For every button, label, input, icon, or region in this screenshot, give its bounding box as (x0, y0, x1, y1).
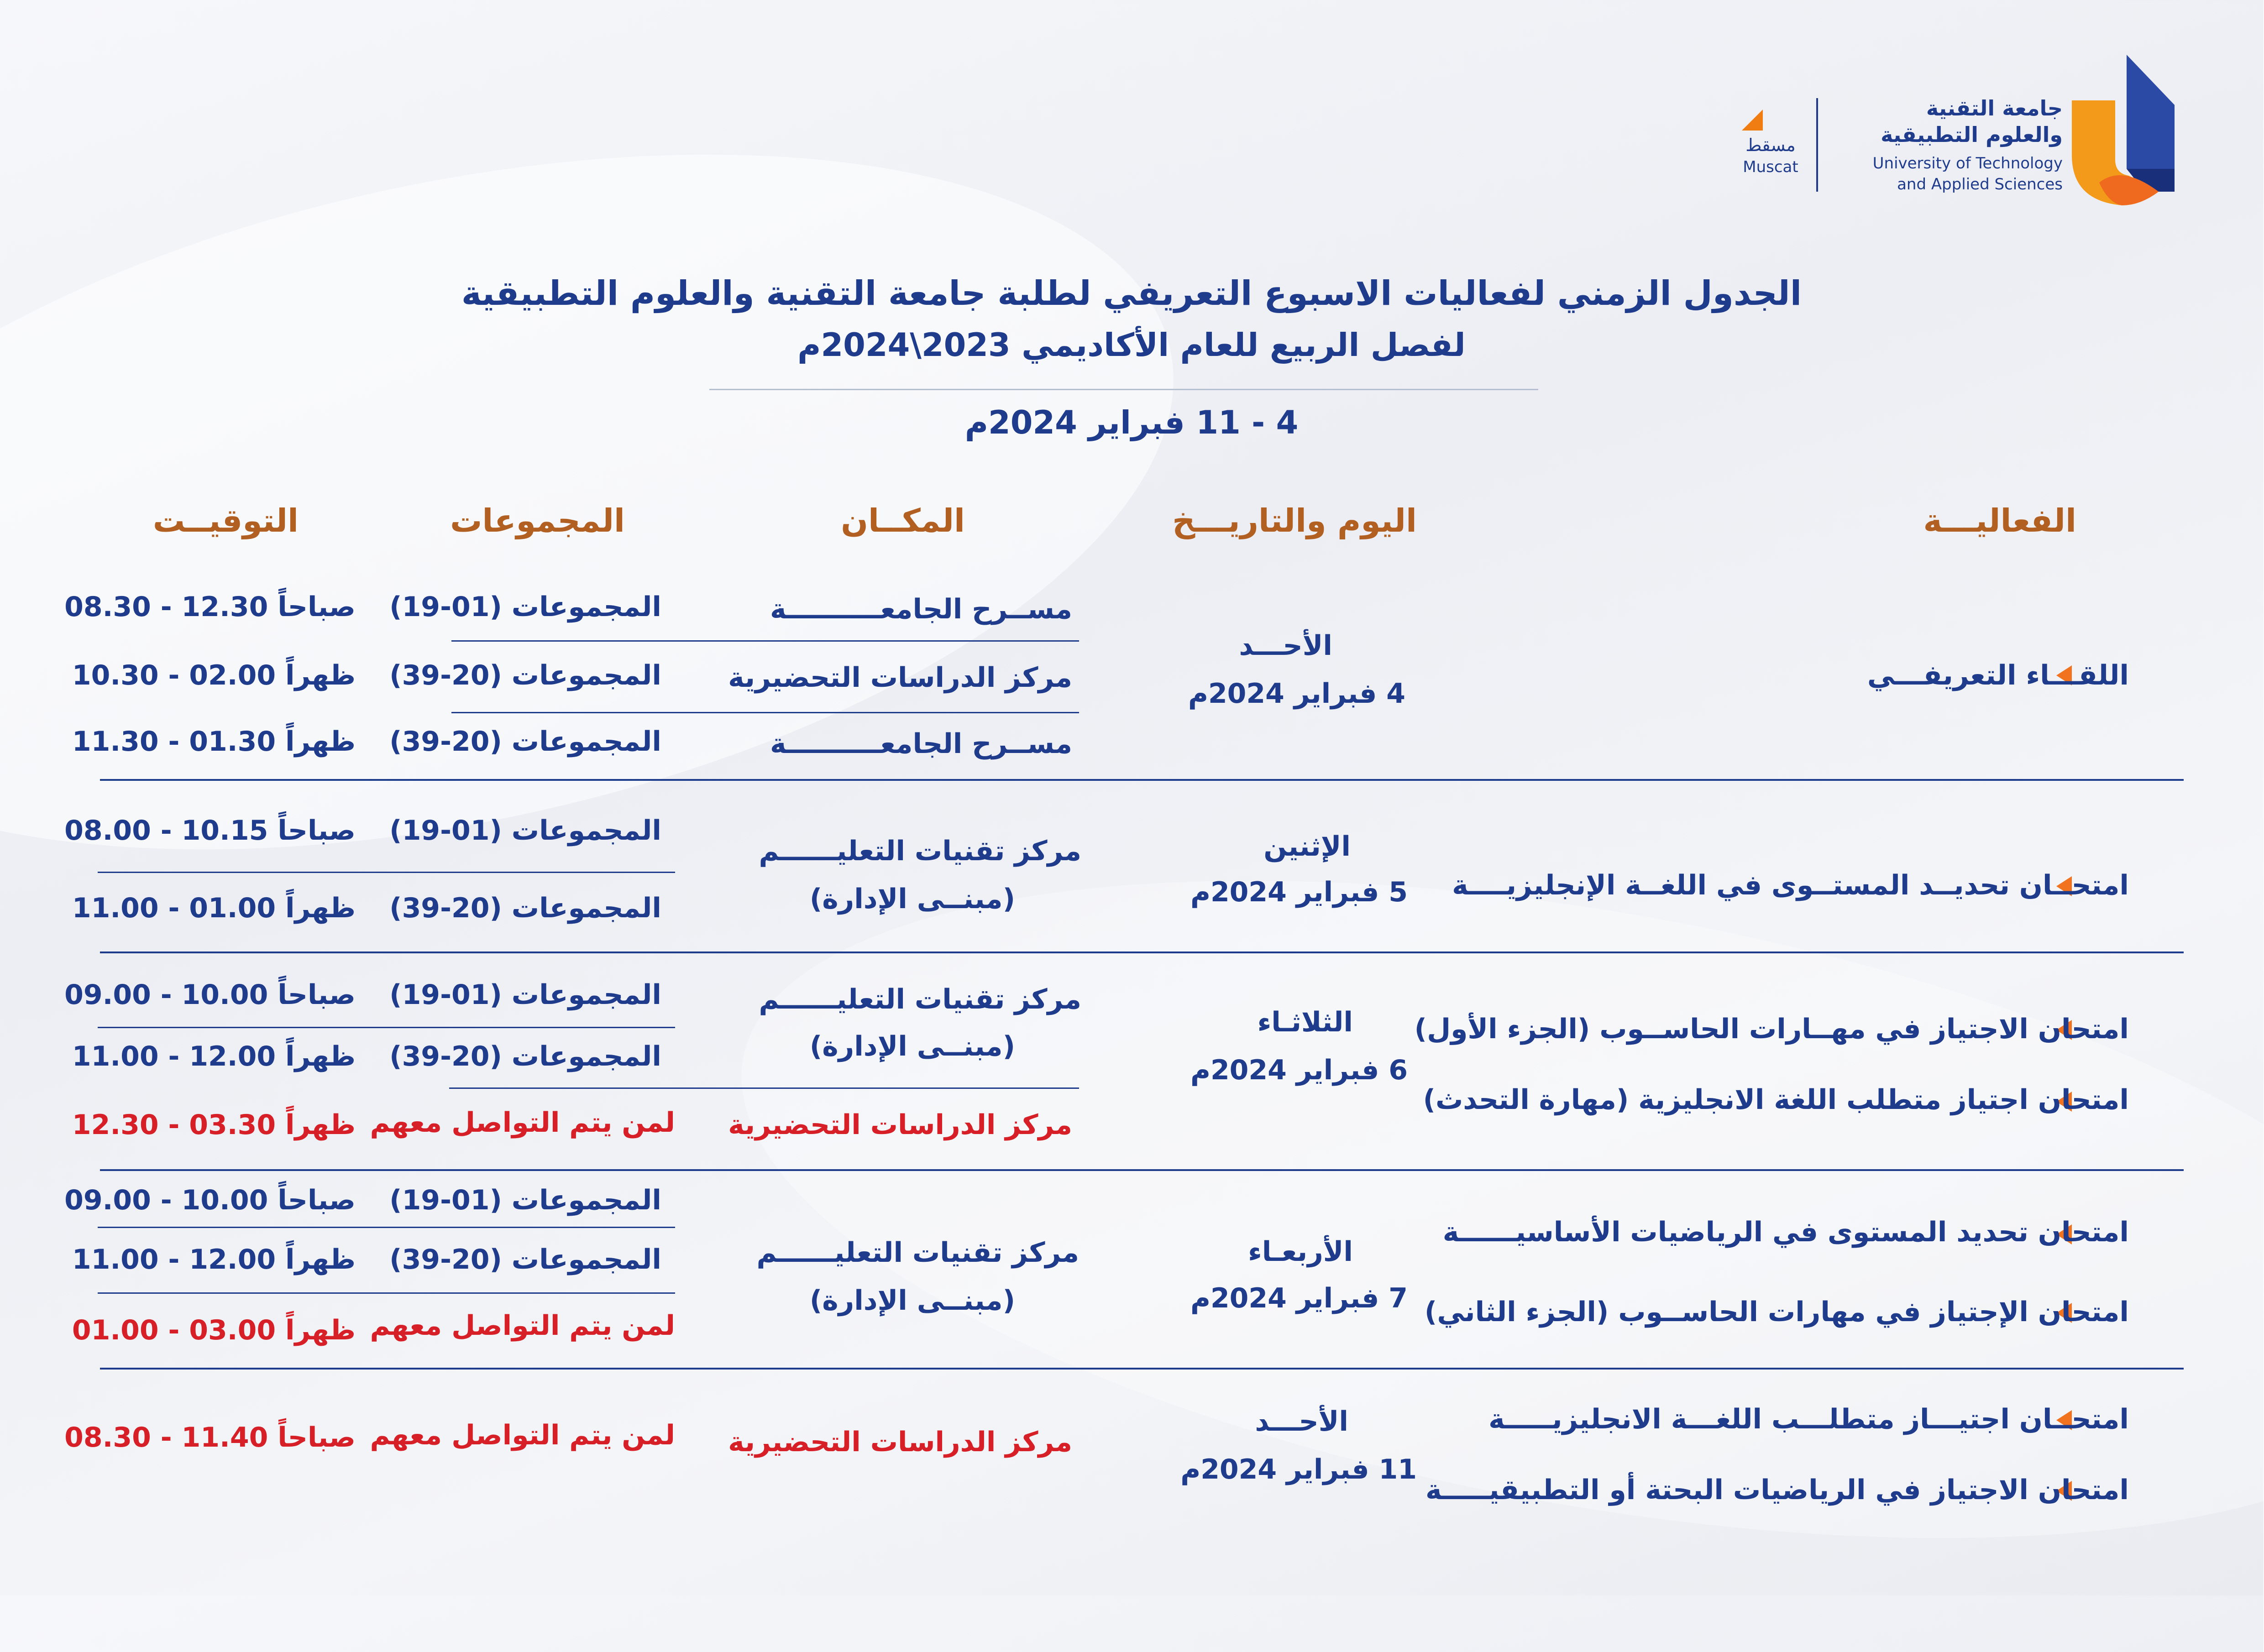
university-logo-mark-icon (2072, 55, 2182, 205)
time-slot: 09.00 - 10.00 صباحاً (65, 1184, 356, 1216)
event-date: 7 فبراير 2024م (1190, 1282, 1408, 1314)
slot-divider (98, 1227, 676, 1228)
event-title: امتحان الإجتياز في مهارات الحاســوب (الجزء الثاني) (1425, 1296, 2129, 1328)
row-divider (100, 951, 2184, 953)
event-place: (مبنــى الإدارة) (810, 1030, 1016, 1062)
time-slot: 10.30 - 02.00 ظهراً (72, 659, 356, 691)
time-slot: 11.30 - 01.30 ظهراً (72, 726, 356, 758)
date-range: 4 - 11 فبراير 2024م (965, 404, 1299, 441)
event-title: امتحــان تحديــد المستــوى في اللغــة الإنجليزيــــة (1452, 869, 2129, 901)
time-slot: 01.00 - 03.00 ظهراً (72, 1314, 356, 1346)
page-title: الجدول الزمني لفعاليات الاسبوع التعريفي لطلبة جامعة التقنية والعلوم التطبيقية (461, 274, 1803, 313)
event-date: 4 فبراير 2024م (1188, 678, 1406, 710)
event-place: مســرح الجامعــــــــــة (770, 728, 1073, 760)
header-place: المكــان (841, 502, 965, 539)
event-title: اللقـــاء التعريفـــي (1867, 659, 2129, 691)
time-slot: 11.00 - 12.00 ظهراً (72, 1244, 356, 1276)
campus-name-en: Muscat (1743, 158, 1799, 176)
group-label: لمن يتم التواصل معهم (370, 1310, 676, 1342)
slot-divider (98, 1292, 676, 1294)
event-day: الأحـــد (1239, 630, 1333, 662)
brand-name-ar-line1: جامعة التقنية (1926, 96, 2063, 120)
event-title: امتحــان اجتيـــاز متطلـــب اللغـــة الانجليزيـــــة (1489, 1403, 2129, 1435)
time-slot: 09.00 - 10.00 صباحاً (65, 979, 356, 1011)
event-place: مركز الدراسات التحضيرية (728, 662, 1073, 694)
time-slot: 11.00 - 01.00 ظهراً (72, 892, 356, 924)
row-divider (100, 1368, 2184, 1370)
place-divider (452, 640, 1080, 642)
event-day: الثلاثـاء (1258, 1006, 1353, 1038)
group-label: المجموعات (01-19) (390, 591, 662, 623)
time-slot: 08.30 - 11.40 صباحاً (65, 1422, 356, 1453)
group-label: لمن يتم التواصل معهم (370, 1107, 676, 1139)
event-place: (مبنــى الإدارة) (810, 883, 1016, 915)
event-place: مركز الدراسات التحضيرية (728, 1426, 1073, 1458)
campus-mark-icon (1742, 110, 1763, 131)
brand-name-ar-line2: والعلوم التطبيقية (1881, 122, 2063, 147)
campus-label (1735, 110, 1808, 176)
row-divider (100, 1169, 2184, 1171)
event-day: الإثنين (1264, 831, 1351, 863)
event-place: (مبنــى الإدارة) (810, 1285, 1016, 1317)
group-label: المجموعات (01-19) (390, 1184, 662, 1216)
group-label: لمن يتم التواصل معهم (370, 1419, 676, 1451)
event-date: 6 فبراير 2024م (1190, 1054, 1408, 1086)
group-label: المجموعات (20-39) (390, 892, 662, 924)
logo-divider (1817, 98, 1819, 192)
row-divider (100, 779, 2184, 781)
time-slot: 08.30 - 12.30 صباحاً (65, 591, 356, 623)
brand-name-en-line1: University of Technology (1873, 154, 2063, 173)
header-timing: التوقيــت (153, 502, 299, 539)
group-label: المجموعات (01-19) (390, 815, 662, 847)
group-label: المجموعات (20-39) (390, 726, 662, 758)
place-divider (450, 1087, 1080, 1089)
event-place: مركز تقنيات التعليــــــم (757, 1237, 1080, 1269)
time-slot: 11.00 - 12.00 ظهراً (72, 1040, 356, 1072)
event-place: مركز تقنيات التعليــــــم (759, 983, 1082, 1015)
header-groups: المجموعات (451, 502, 625, 539)
group-label: المجموعات (20-39) (390, 1040, 662, 1072)
time-slot: 12.30 - 03.30 ظهراً (72, 1109, 356, 1141)
group-label: المجموعات (20-39) (390, 659, 662, 691)
place-divider (452, 712, 1080, 713)
slot-divider (98, 872, 676, 873)
group-label: المجموعات (20-39) (390, 1244, 662, 1276)
header-event: الفعاليـــة (1923, 502, 2077, 539)
event-place: مركز تقنيات التعليــــــم (759, 835, 1082, 867)
brand-name-en-line2: and Applied Sciences (1897, 175, 2063, 193)
event-date: 5 فبراير 2024م (1190, 876, 1408, 908)
event-place: مســرح الجامعــــــــــة (770, 593, 1073, 625)
header-day-date: اليوم والتاريـــخ (1173, 502, 1417, 539)
event-title: امتحان اجتياز متطلب اللغة الانجليزية (مهارة التحدث) (1423, 1084, 2129, 1116)
group-label: المجموعات (01-19) (390, 979, 662, 1011)
slot-divider (98, 1027, 676, 1028)
event-place: مركز الدراسات التحضيرية (728, 1109, 1073, 1141)
title-divider (710, 389, 1539, 390)
campus-name-ar: مسقط (1746, 135, 1796, 155)
event-day: الأحـــد (1255, 1406, 1349, 1438)
event-day: الأربعـاء (1248, 1236, 1353, 1268)
page-subtitle: لفصل الربيع للعام الأكاديمي 2023\2024م (798, 326, 1466, 364)
event-title: امتحان تحديد المستوى في الرياضيات الأساسيــــــة (1443, 1216, 2129, 1248)
event-title: امتحان الاجتياز في مهــارات الحاســوب (الجزء الأول) (1415, 1013, 2129, 1045)
event-title: امتحان الاجتياز في الرياضيات البحتة أو التطبيقيـــــة (1425, 1474, 2129, 1506)
event-date: 11 فبراير 2024م (1181, 1453, 1417, 1485)
time-slot: 08.00 - 10.15 صباحاً (65, 815, 356, 847)
